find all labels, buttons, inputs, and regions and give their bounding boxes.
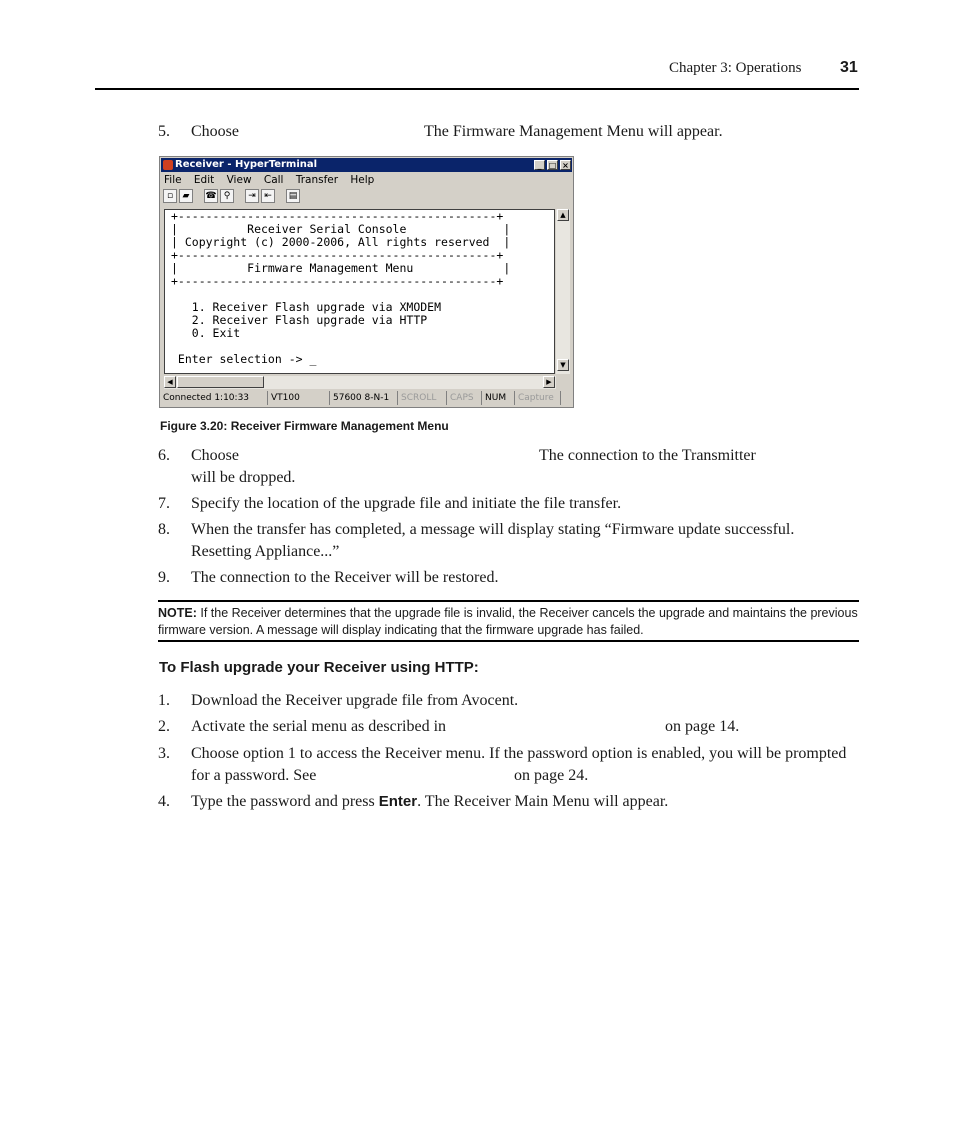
step-number: 5. <box>158 123 170 140</box>
menu-help[interactable]: Help <box>350 174 375 186</box>
scroll-up-icon[interactable]: ▲ <box>557 209 569 221</box>
new-connection-icon[interactable]: ▫ <box>163 189 177 203</box>
horizontal-scroll-thumb[interactable] <box>177 376 264 388</box>
step-text: The connection to the Receiver will be restored. <box>191 569 499 586</box>
scroll-down-icon[interactable]: ▼ <box>557 359 569 371</box>
note-box <box>158 600 859 642</box>
step-text <box>191 791 858 813</box>
enter-key-label: Enter <box>378 793 418 810</box>
status-emulation: VT100 <box>269 391 330 405</box>
step-text-part: The Firmware Management Menu will appear. <box>424 123 723 140</box>
step-number: 2. <box>158 718 170 735</box>
properties-icon[interactable]: ▤ <box>286 189 300 203</box>
step-text-part: Activate the serial menu as described in <box>191 718 447 735</box>
step-text-part: Choose option 1 to access the Receiver menu. If the password option is enabled, you will be prompted for a password. See <box>191 745 847 784</box>
step-text: Specify the location of the upgrade file and initiate the file transfer. <box>191 495 622 512</box>
step-number: 4. <box>158 793 170 810</box>
step-text-part: on page 14. <box>665 718 740 735</box>
status-capture: Capture <box>516 391 561 405</box>
connect-icon[interactable]: ☎ <box>205 191 217 201</box>
hyperterminal-app-icon <box>163 160 173 170</box>
note-label: NOTE: <box>158 606 197 620</box>
step-text <box>191 743 849 787</box>
menu-view[interactable]: View <box>226 174 252 186</box>
step-text-part: Type the password and press <box>191 793 375 810</box>
menu-call[interactable]: Call <box>263 174 284 186</box>
status-num: NUM <box>483 391 515 405</box>
running-header-chapter: Chapter 3: Operations <box>669 60 802 76</box>
step-number: 3. <box>158 745 170 762</box>
figure-caption: Figure 3.20: Receiver Firmware Management Menu <box>160 419 449 433</box>
send-file-icon[interactable]: ⇥ <box>245 189 259 203</box>
menu-file[interactable]: File <box>164 174 182 186</box>
minimize-icon[interactable]: _ <box>534 160 545 170</box>
step-number: 8. <box>158 521 170 538</box>
step-text-part: The connection to the Transmitter <box>539 447 756 464</box>
close-icon[interactable]: × <box>560 160 571 170</box>
hyperterminal-window <box>159 156 574 408</box>
section-heading: To Flash upgrade your Receiver using HTTP: <box>159 659 479 676</box>
status-caps: CAPS <box>448 391 482 405</box>
terminal-output: +----------------------------------------------+ | Receiver Serial Console | | Copyright (c) 2000-2006, All rights reserved | +----------------------------------------------+ | Firmware Management Menu | +----------------------------------------------+ 1. Receiver Flash upgrade via XMODEM 2. Receiver Flash upgrade via HTTP 0. Exit Enter selection -> _ <box>171 209 511 366</box>
note-text: If the Receiver determines that the upgrade file is invalid, the Receiver cancels the upgrade and maintains the previous firmware version. A message will display indicating that the firmware upgrade has failed. <box>158 606 858 637</box>
step-text-part: on page 24. <box>514 767 589 784</box>
step-text-part: Choose <box>191 123 239 140</box>
step-number: 6. <box>158 447 170 464</box>
status-settings: 57600 8-N-1 <box>331 391 398 405</box>
terminal-screen[interactable] <box>164 209 555 374</box>
menu-transfer[interactable]: Transfer <box>295 174 339 186</box>
status-scroll: SCROLL <box>399 391 447 405</box>
scroll-right-icon[interactable]: ▶ <box>543 376 555 388</box>
step-text: When the transfer has completed, a message will display stating “Firmware update successful. Resetting Appliance...” <box>191 521 795 560</box>
step-text-part: will be dropped. <box>191 469 296 486</box>
step-number: 9. <box>158 569 170 586</box>
page-number: 31 <box>840 59 858 76</box>
http-step-3 <box>158 743 858 787</box>
menu-edit[interactable]: Edit <box>193 174 215 186</box>
step-text-part: Choose <box>191 447 239 464</box>
status-bar <box>161 391 572 406</box>
vertical-scrollbar[interactable] <box>556 209 570 374</box>
step-6 <box>158 445 858 489</box>
step-text: Download the Receiver upgrade file from Avocent. <box>191 692 519 709</box>
horizontal-scrollbar[interactable] <box>164 376 556 389</box>
window-titlebar <box>161 158 572 172</box>
disconnect-icon[interactable]: ⚲ <box>220 189 234 203</box>
open-folder-icon[interactable]: ▰ <box>179 189 193 203</box>
step-text-part: . The Receiver Main Menu will appear. <box>417 793 669 810</box>
window-title: Receiver - HyperTerminal <box>175 159 318 170</box>
status-connected: Connected 1:10:33 <box>161 391 268 405</box>
step-number: 1. <box>158 692 170 709</box>
scroll-left-icon[interactable]: ◀ <box>164 376 176 388</box>
step-number: 7. <box>158 495 170 512</box>
receive-file-icon[interactable]: ⇤ <box>261 189 275 203</box>
header-rule <box>95 88 859 90</box>
menu-bar <box>164 173 383 187</box>
maximize-icon[interactable]: □ <box>548 161 557 170</box>
